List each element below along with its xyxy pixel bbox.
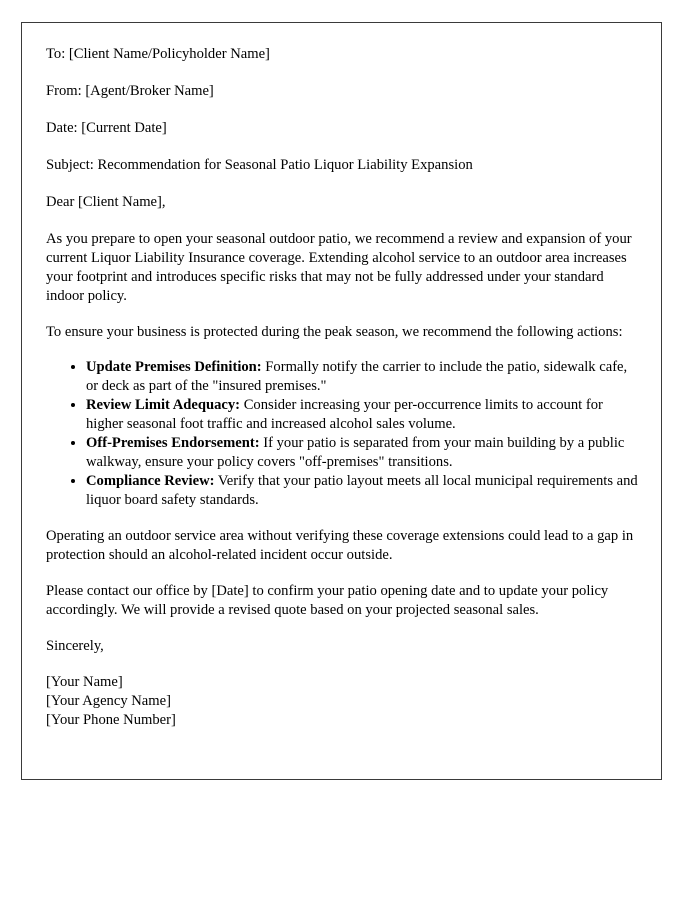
signature-agency: [Your Agency Name] [46,692,171,709]
signature-phone: [Your Phone Number] [46,711,176,728]
list-item-term: Compliance Review: [86,473,215,490]
closing-line: Sincerely, [46,637,104,654]
list-item-description: Consider increasing your per-occurrence limits to account for higher seasonal foot traffic and increased alcohol sales volume. [86,397,603,433]
list-item [86,396,638,434]
list-item-description: Verify that your patio layout meets all local municipal requirements and liquor board safety standards. [86,473,638,509]
list-item [86,358,638,396]
list-item-term: Review Limit Adequacy: [86,397,241,414]
risk-paragraph: Operating an outdoor service area without verifying these coverage extensions could lead to a gap in protection should an alcohol-related incident occur outside. [46,528,634,564]
list-lead-in-paragraph: To ensure your business is protected during the peak season, we recommend the following actions: [46,324,623,341]
list-item-term: Off-Premises Endorsement: [86,435,260,452]
header-to-line: To: [Client Name/Policyholder Name] [46,46,270,62]
document-page [21,22,662,780]
header-from-line: From: [Agent/Broker Name] [46,83,214,100]
list-item [86,434,638,472]
list-item-description: Formally notify the carrier to include the patio, sidewalk cafe, or deck as part of the "insured premises." [86,359,628,395]
list-item-description: If your patio is separated from your main building by a public walkway, ensure your policy covers "off-premises" transitions. [86,435,625,471]
list-item-term: Update Premises Definition: [86,359,262,376]
header-date-line: Date: [Current Date] [46,120,167,137]
signature-name: [Your Name] [46,673,123,690]
salutation: Dear [Client Name], [46,194,166,211]
header-subject-line: Subject: Recommendation for Seasonal Patio Liquor Liability Expansion [46,157,473,174]
list-item [86,472,638,510]
signature-spacer [46,656,638,673]
call-to-action-paragraph: Please contact our office by [Date] to confirm your patio opening date and to update your policy accordingly. We will provide a revised quote based on your projected seasonal sales. [46,583,609,618]
document-body [46,45,638,730]
action-items-list [46,358,638,510]
intro-paragraph: As you prepare to open your seasonal outdoor patio, we recommend a review and expansion of your current Liquor Liability Insurance coverage. Extending alcohol service to an outdoor area increases your footprint and introduces specific risks that may not be fully addressed under your standard indoor policy. [46,231,632,305]
signature-block [46,673,638,730]
